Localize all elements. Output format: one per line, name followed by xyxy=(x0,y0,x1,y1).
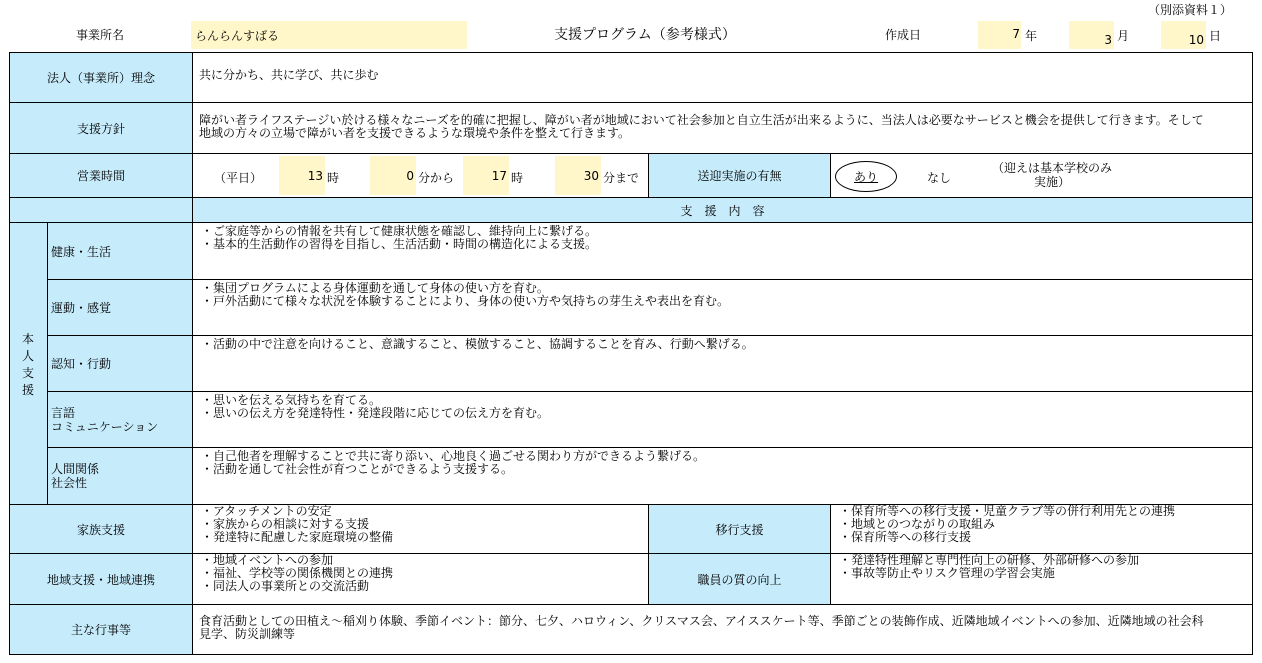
document-note: （別添資料１） xyxy=(1148,3,1233,17)
hour-unit-1: 時 xyxy=(327,171,340,185)
year-value: 7 xyxy=(1012,27,1020,41)
main-events-text: 食育活動としての田植え～稲刈り体験、季節イベント：節分、七夕、ハロウィン、クリスマス会、アイススケート等、季節ごとの装飾作成、近隣地域イベントへの参加、近隣地域の社会科 見学、防災訓練等 xyxy=(199,614,1204,641)
hour-unit-2: 時 xyxy=(511,171,524,185)
transition-support-cell xyxy=(830,504,1253,554)
philosophy-text: 共に分かち、共に学び、共に歩む xyxy=(199,68,379,82)
health-life-label xyxy=(47,222,193,280)
health-life-text: ・ご家庭等からの情報を共有して健康状態を確認し、維持向上に繋げる。 ・基本的生活動作の習得を目指し、生活活動・時間の構造化による支援。 xyxy=(201,224,598,251)
community-support-cell xyxy=(192,553,649,605)
year-unit: 年 xyxy=(1025,29,1038,43)
staff-quality-text: ・発達特性理解と専門性向上の研修、外部研修への参加 ・事故等防止やリスク管理の学習会実施 xyxy=(839,553,1140,580)
policy-text: 障がい者ライフステージい於ける様々なニーズを的確に把握し、障がい者が地域において社会参加と自立生活が出来るように、当法人は必要なサービスと機会を提供して行きます。そして 地域の方々の立場で障がい者を支援できるような環境や条件を整えて行きます。 xyxy=(199,113,1204,140)
year-field[interactable] xyxy=(978,21,1021,49)
end-minute-field[interactable] xyxy=(555,156,601,195)
transition-support-label: 移行支援 xyxy=(648,504,831,554)
motor-sensory-text: ・集団プログラムによる身体運動を通して身体の使い方を育む。 ・戸外活動にて様々な状況を体験することにより、身体の使い方や気持ちの芽生えや表出を育む。 xyxy=(201,281,730,308)
cognition-behavior-label xyxy=(47,335,193,392)
facility-label: 事業所名 xyxy=(75,27,124,42)
start-minute-value: 0 xyxy=(406,169,414,183)
hours-label: 営業時間 xyxy=(9,153,193,198)
end-hour-field[interactable] xyxy=(463,156,509,195)
until-text: 分まで xyxy=(603,171,640,185)
main-events-label: 主な行事等 xyxy=(9,604,193,655)
month-unit: 月 xyxy=(1117,29,1130,43)
relationships-social-label-text: 人間関係 社会性 xyxy=(51,462,100,490)
start-hour-value: 13 xyxy=(307,169,323,183)
transport-label: 送迎実施の有無 xyxy=(648,153,831,198)
relationships-social-label xyxy=(47,447,193,505)
cognition-behavior-text: ・活動の中で注意を向けること、意識すること、模倣すること、協調することを育み、行動へ繋げる。 xyxy=(201,337,754,351)
support-content-header: 支 援 内 容 xyxy=(192,197,1253,223)
cognition-behavior-cell xyxy=(192,335,1253,392)
end-hour-value: 17 xyxy=(491,169,507,183)
language-communication-label-text: 言語 コミュニケーション xyxy=(51,406,159,434)
cognition-behavior-label-text: 認知・行動 xyxy=(51,357,112,371)
staff-quality-label: 職員の質の向上 xyxy=(648,553,831,605)
from-text: 分から xyxy=(418,171,455,185)
page-title: 支援プログラム（参考様式） xyxy=(554,27,736,43)
health-life-cell xyxy=(192,222,1253,280)
motor-sensory-label xyxy=(47,279,193,336)
language-communication-label xyxy=(47,391,193,448)
relationships-social-cell xyxy=(192,447,1253,505)
month-field[interactable] xyxy=(1069,21,1114,49)
transition-support-text: ・保育所等への移行支援・児童クラブ等の併行利用先との連携 ・地域とのつながりの取組み ・保育所等への移行支援 xyxy=(839,504,1176,544)
start-hour-field[interactable] xyxy=(279,156,325,195)
family-support-cell xyxy=(192,504,649,554)
relationships-social-text: ・自己他者を理解することで共に寄り添い、心地良く過ごせる関わり方ができるよう繋げる。 ・活動を通して社会性が育つことができるよう支援する。 xyxy=(201,449,706,476)
policy-label: 支援方針 xyxy=(9,102,193,154)
philosophy-cell xyxy=(192,52,1253,103)
day-unit: 日 xyxy=(1209,29,1222,43)
health-life-label-text: 健康・生活 xyxy=(51,244,112,259)
month-value: 3 xyxy=(1104,33,1112,47)
transport-note: （迎えは基本学校のみ 実施） xyxy=(991,161,1112,189)
weekday-label: （平日） xyxy=(214,171,263,185)
motor-sensory-label-text: 運動・感覚 xyxy=(51,301,112,315)
staff-quality-cell xyxy=(830,553,1253,605)
personal-support-text: 本人支援 xyxy=(22,332,35,397)
policy-cell xyxy=(192,102,1253,154)
philosophy-label: 法人（事業所）理念 xyxy=(9,52,193,103)
support-header-left xyxy=(9,197,193,223)
family-support-label: 家族支援 xyxy=(9,504,193,554)
facility-name[interactable]: らんらんすばる xyxy=(191,21,467,49)
end-minute-value: 30 xyxy=(583,169,599,183)
start-minute-field[interactable] xyxy=(370,156,416,195)
transport-no[interactable]: なし xyxy=(927,171,952,185)
personal-support-group-label xyxy=(9,222,48,505)
created-label: 作成日 xyxy=(884,27,921,42)
main-events-cell xyxy=(192,604,1253,655)
language-communication-cell xyxy=(192,391,1253,448)
community-support-text: ・地域イベントへの参加 ・福祉、学校等の関係機関との連携 ・同法人の事業所との交流活動 xyxy=(201,553,394,593)
day-field[interactable] xyxy=(1161,21,1206,49)
day-value: 10 xyxy=(1188,33,1204,47)
community-support-label: 地域支援・地域連携 xyxy=(9,553,193,605)
motor-sensory-cell xyxy=(192,279,1253,336)
language-communication-text: ・思いを伝える気持ちを育てる。 ・思いの伝え方を発達特性・発達段階に応じての伝え方を育む。 xyxy=(201,393,550,420)
family-support-text: ・アタッチメントの安定 ・家族からの相談に対する支援 ・発達特に配慮した家庭環境の整備 xyxy=(201,504,394,544)
transport-yes[interactable]: あり xyxy=(854,170,879,184)
